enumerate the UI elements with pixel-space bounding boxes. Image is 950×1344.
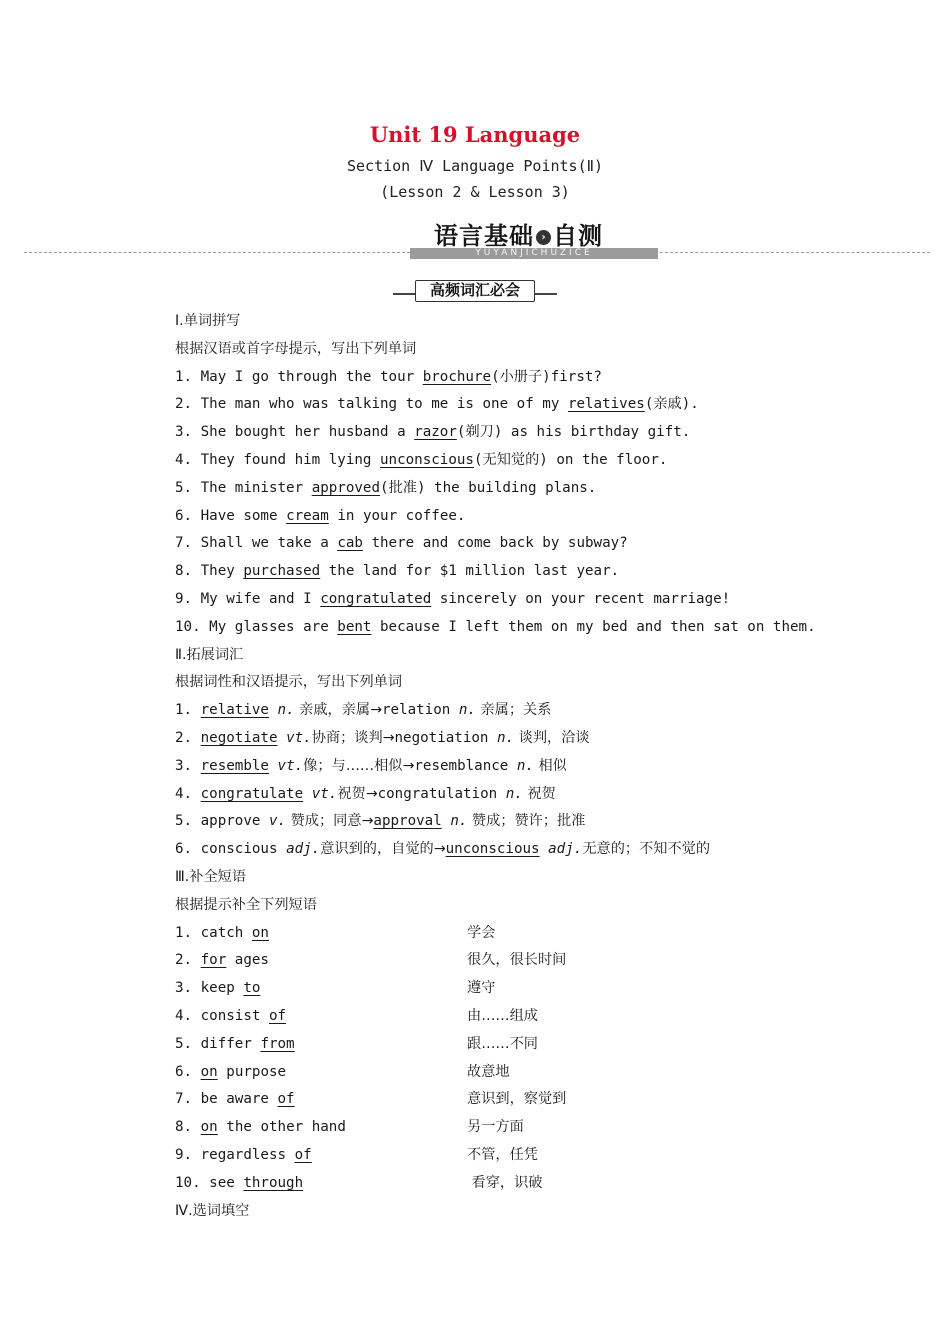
word-family-item (175, 756, 567, 776)
meaning-text: 亲戚，亲属→ (294, 702, 382, 719)
phrase-item (175, 1034, 295, 1054)
given-word: congratulation (377, 785, 498, 802)
answer-word: on (251, 924, 269, 941)
label-box: 高频词汇必会 (415, 280, 535, 302)
item-number: 7. (175, 1091, 193, 1108)
answer-word: on (200, 1119, 218, 1136)
banner-title-part2: 自测 (553, 222, 603, 250)
phrase-meaning: 不管，任凭 (467, 1147, 538, 1163)
given-word: resemblance (414, 757, 509, 774)
spacer (278, 841, 287, 857)
item-text: the other hand (217, 1119, 346, 1136)
item-text: purpose (217, 1063, 287, 1080)
phrase-item (175, 1145, 312, 1165)
item-text: They found him lying (192, 452, 381, 468)
meaning-text: 赞成；赞许；批准 (467, 813, 586, 830)
answer-word: brochure (422, 368, 492, 385)
banner-block (410, 214, 660, 260)
spelling-item (175, 561, 619, 581)
part-of-speech: adj. (286, 841, 321, 858)
part-of-speech: n. (505, 785, 523, 802)
word-family-item (175, 700, 551, 720)
answer-word: of (294, 1147, 312, 1163)
part-of-speech: adj. (548, 841, 583, 858)
item-number: 4. (175, 1008, 193, 1024)
item-number: 5. (175, 479, 193, 496)
given-word: negotiation (394, 730, 489, 746)
part-heading: Ⅳ.选词填空 (175, 1202, 250, 1219)
word-family-item (175, 728, 590, 748)
item-text: regardless (192, 1147, 295, 1163)
item-number: 3. (175, 424, 193, 441)
item-number: 8. (175, 563, 193, 580)
banner-title-part1: 语言基础 (434, 222, 534, 250)
item-text (192, 1064, 201, 1080)
dashed-divider-right (660, 252, 930, 253)
item-text: catch (192, 924, 252, 941)
phrase-item (175, 1117, 346, 1137)
answer-word: purchased (243, 563, 321, 580)
item-number: 4. (175, 452, 193, 468)
item-text: They (192, 563, 244, 580)
item-text: in your coffee. (328, 507, 466, 524)
item-number: 8. (175, 1119, 193, 1136)
item-text: The minister (192, 479, 312, 496)
answer-word: of (277, 1091, 295, 1108)
phrase-item (175, 950, 269, 970)
part3-instruction (175, 895, 317, 915)
answer-word: unconscious (445, 841, 540, 858)
phrase-meaning: 跟……不同 (467, 1035, 538, 1052)
answer-word: on (200, 1063, 218, 1080)
item-number: 6. (175, 507, 193, 524)
instruction-text: 根据词性和汉语提示，写出下列单词 (175, 674, 403, 691)
item-number: 4. (175, 785, 193, 802)
vocab-section-label (393, 280, 557, 302)
item-number: 2. (175, 730, 193, 746)
meaning-text: 协商；谈判→ (311, 730, 395, 746)
answer-word: through (243, 1174, 304, 1191)
meaning-text: 无意的；不知不觉的 (582, 841, 711, 858)
spacer (278, 730, 287, 746)
phrase-item (175, 1089, 295, 1109)
item-number: 1. (175, 924, 193, 941)
instruction-text: 根据提示补全下列短语 (175, 896, 317, 913)
phrase-meaning: 很久，很长时间 (467, 952, 567, 969)
instruction-text: 根据汉语或首字母提示，写出下列单词 (175, 340, 417, 357)
banner-title (434, 216, 603, 251)
spacer (192, 730, 201, 746)
answer-word: bent (337, 618, 372, 635)
spelling-item (175, 506, 465, 526)
part-of-speech: vt. (311, 785, 338, 802)
phrase-meaning: 意识到，察觉到 (467, 1091, 567, 1108)
item-number: 2. (175, 396, 193, 413)
phrase-meaning: 故意地 (467, 1063, 510, 1080)
given-word: approve (200, 813, 261, 830)
unit-title: Unit 19 Language (369, 122, 581, 147)
part1-instruction (175, 339, 416, 359)
item-text (192, 952, 201, 968)
item-number: 5. (175, 813, 193, 830)
item-text: keep (192, 980, 244, 997)
spacer (488, 730, 497, 746)
spelling-item (175, 367, 602, 387)
item-text: differ (192, 1035, 261, 1052)
spelling-item (175, 450, 667, 470)
spacer (192, 813, 201, 829)
answer-word: resemble (200, 757, 269, 774)
meaning-text: 相似 (533, 757, 567, 774)
spacer (192, 758, 201, 774)
part-heading: Ⅲ.补全短语 (175, 869, 247, 885)
part-of-speech: n. (277, 702, 295, 719)
item-number: 7. (175, 535, 193, 552)
part-heading: Ⅰ.单词拼写 (175, 313, 241, 329)
given-word: conscious (200, 841, 278, 858)
phrase-item (175, 923, 269, 943)
item-text: May I go through the tour (192, 368, 423, 385)
answer-word: congratulated (320, 591, 432, 607)
part-of-speech: v. (268, 813, 287, 830)
item-text: My wife and I (192, 591, 321, 607)
spacer (540, 841, 549, 857)
item-number: 6. (175, 841, 193, 858)
item-text: (亲戚). (644, 396, 699, 413)
item-text: sincerely on your recent marriage! (431, 591, 731, 607)
part-of-speech: vt. (277, 757, 304, 774)
item-text: the land for $1 million last year. (320, 563, 620, 580)
item-number: 6. (175, 1063, 193, 1080)
meaning-text: 谈判，洽谈 (514, 730, 590, 746)
item-number: 1. (175, 702, 193, 719)
phrase-meaning: 由……组成 (467, 1008, 538, 1024)
part4-heading (175, 1201, 249, 1221)
part-of-speech: n. (516, 757, 534, 774)
spacer (192, 786, 201, 802)
meaning-text: 意识到的，自觉的→ (320, 841, 446, 858)
item-text: Shall we take a (192, 535, 338, 552)
phrase-item (175, 978, 260, 998)
word-family-item (175, 811, 585, 831)
item-text: see (200, 1174, 244, 1191)
answer-word: approval (373, 813, 442, 830)
spacer (192, 841, 201, 857)
item-text: because I left them on my bed and then sat on them. (371, 618, 816, 635)
item-text: My glasses are (200, 618, 338, 635)
part-of-speech: vt. (286, 730, 312, 746)
part1-heading (175, 311, 240, 331)
dashed-divider-left (24, 252, 410, 253)
item-text: consist (192, 1008, 269, 1024)
part2-instruction (175, 672, 402, 692)
meaning-text: 像；与……相似→ (303, 757, 415, 774)
phrase-item (175, 1006, 286, 1026)
spacer (303, 786, 312, 802)
answer-word: cream (286, 507, 329, 524)
answer-word: cab (337, 535, 363, 552)
spelling-item (175, 617, 816, 637)
meaning-text: 赞成；同意→ (286, 813, 374, 830)
answer-word: congratulate (200, 785, 304, 802)
spacer (497, 786, 506, 802)
item-number: 2. (175, 952, 193, 969)
item-number: 10. (175, 1174, 201, 1191)
section-subtitle: Section Ⅳ Language Points(Ⅱ) (346, 157, 604, 175)
item-number: 1. (175, 368, 193, 385)
part-of-speech: n. (450, 813, 468, 830)
spacer (260, 813, 269, 829)
item-text: there and come back by subway? (362, 535, 628, 552)
spelling-item (175, 422, 690, 442)
answer-word: from (260, 1035, 295, 1052)
meaning-text: 祝贺→ (337, 785, 378, 802)
part3-heading (175, 867, 246, 887)
answer-word: for (200, 952, 227, 969)
spacer (508, 758, 517, 774)
spacer (269, 702, 278, 718)
arrow-right-icon: › (536, 230, 551, 245)
item-text: be aware (192, 1091, 278, 1108)
answer-word: negotiate (200, 730, 278, 746)
spelling-item (175, 394, 699, 414)
meaning-text: 亲属；关系 (475, 702, 552, 719)
item-number: 5. (175, 1035, 193, 1052)
item-number: 9. (175, 591, 193, 607)
item-number: 10. (175, 618, 201, 635)
answer-word: unconscious (380, 452, 474, 468)
spacer (450, 702, 459, 718)
spelling-item (175, 533, 628, 553)
section-banner-main (0, 214, 950, 264)
word-family-item (175, 784, 556, 804)
banner-pinyin: YUYANJICHUZICE (410, 248, 658, 259)
item-text (192, 1119, 201, 1135)
word-family-item (175, 839, 710, 859)
spacer (192, 702, 201, 718)
answer-word: relatives (567, 396, 645, 413)
spacer (269, 758, 278, 774)
answer-word: to (243, 980, 261, 997)
item-text: (小册子)first? (491, 368, 602, 385)
meaning-text: 祝贺 (522, 785, 556, 802)
phrase-meaning: 看穿，识破 (467, 1174, 543, 1191)
given-word: relation (381, 702, 451, 719)
item-text: Have some (192, 507, 287, 524)
answer-word: of (268, 1008, 287, 1024)
item-text: (剃刀) as his birthday gift. (456, 424, 691, 441)
item-number: 3. (175, 980, 193, 997)
lessons-subtitle: (Lesson 2 & Lesson 3) (380, 183, 570, 201)
phrase-item (175, 1173, 303, 1193)
part-heading: Ⅱ.拓展词汇 (175, 646, 244, 663)
item-text: (批准) the building plans. (380, 479, 597, 496)
item-text: She bought her husband a (192, 424, 415, 441)
phrase-item (175, 1062, 286, 1082)
item-text: (无知觉的) on the floor. (473, 452, 668, 468)
item-number: 3. (175, 757, 193, 774)
phrase-meaning: 另一方面 (467, 1119, 524, 1136)
answer-word: approved (311, 479, 381, 496)
spelling-item (175, 478, 596, 498)
answer-word: razor (414, 424, 457, 441)
spelling-item (175, 589, 730, 609)
part2-heading (175, 645, 243, 665)
phrase-meaning: 遵守 (467, 980, 496, 997)
phrase-meaning: 学会 (467, 924, 496, 941)
answer-word: relative (200, 702, 269, 719)
item-number: 9. (175, 1147, 193, 1163)
item-text: ages (226, 952, 269, 969)
part-of-speech: n. (497, 730, 515, 746)
item-text: The man who was talking to me is one of my (192, 396, 568, 413)
part-of-speech: n. (458, 702, 476, 719)
